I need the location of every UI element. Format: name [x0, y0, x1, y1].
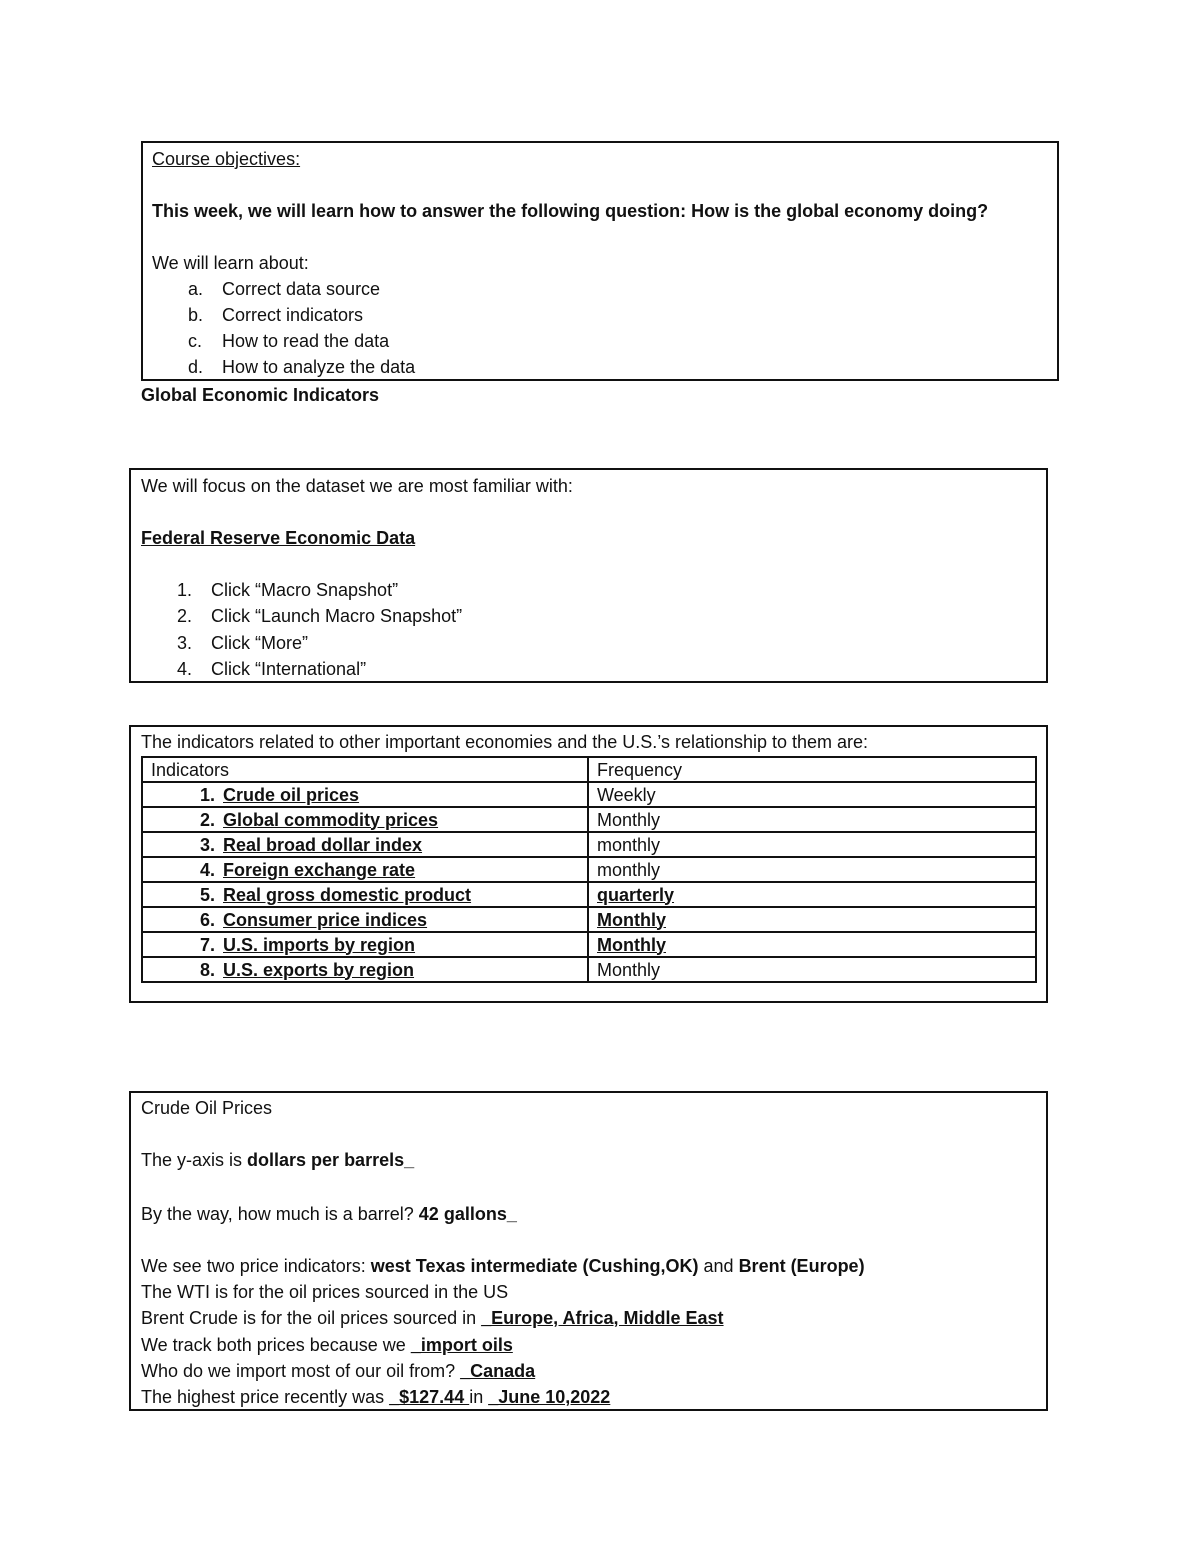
column-header: Indicators — [142, 757, 588, 782]
brent-line — [141, 1307, 724, 1329]
indicator-brent: Brent (Europe) — [738, 1256, 865, 1276]
in-word: in — [469, 1387, 489, 1407]
highest-price: _$127.44 — [389, 1387, 470, 1407]
dataset-step — [141, 579, 398, 601]
list-marker: b. — [188, 305, 204, 325]
list-item-text: Correct data source — [222, 279, 381, 299]
highest-prefix: The highest price recently was — [141, 1387, 390, 1407]
objective-item — [152, 278, 380, 300]
highest-line — [141, 1386, 610, 1408]
barrel-line — [141, 1203, 517, 1225]
yaxis-prefix: The y-axis is — [141, 1150, 248, 1170]
dataset-step — [141, 658, 366, 680]
indicators-prefix: We see two price indicators: — [141, 1256, 371, 1276]
list-marker: c. — [188, 331, 203, 351]
frequency-cell: Monthly — [588, 932, 1036, 957]
dataset-step — [141, 605, 462, 627]
objectives-heading: Course objectives: — [152, 149, 301, 169]
objectives-intro: This week, we will learn how to answer the following question: How is the global economy doing? — [152, 201, 989, 221]
objective-item — [152, 330, 389, 352]
indicators-intro: The indicators related to other important economies and the U.S.’s relationship to them are: — [141, 732, 869, 752]
table-header-row — [142, 757, 1036, 782]
dataset-intro: We will focus on the dataset we are most familiar with: — [141, 476, 573, 496]
row-number: 5. — [199, 884, 215, 905]
indicator-name: U.S. exports by region — [223, 959, 415, 980]
indicator-name: Real gross domestic product — [223, 884, 472, 905]
yaxis-answer: dollars per barrels_ — [247, 1150, 415, 1170]
indicator-name: Foreign exchange rate — [223, 859, 416, 880]
table-row — [142, 882, 1036, 907]
import-line — [141, 1360, 535, 1382]
list-item-text: Click “Macro Snapshot” — [211, 580, 399, 600]
frequency-cell: quarterly — [588, 882, 1036, 907]
indicator-wti: west Texas intermediate (Cushing,OK) — [370, 1256, 699, 1276]
list-marker: d. — [188, 357, 204, 377]
track-answer: _import oils — [410, 1335, 513, 1355]
barrel-question: By the way, how much is a barrel? — [141, 1204, 419, 1224]
list-item-text: How to analyze the data — [222, 357, 416, 377]
row-number: 2. — [199, 809, 215, 830]
frequency-cell: Weekly — [588, 782, 1036, 807]
dataset-source: Federal Reserve Economic Data — [141, 528, 416, 548]
and-word: and — [698, 1256, 739, 1276]
row-number: 3. — [199, 834, 215, 855]
table-row — [142, 832, 1036, 857]
list-marker: 4. — [177, 659, 193, 679]
table-row — [142, 907, 1036, 932]
section-title: Global Economic Indicators — [141, 385, 380, 405]
table-row — [142, 957, 1036, 982]
table-row — [142, 782, 1036, 807]
frequency-cell: Monthly — [588, 807, 1036, 832]
indicator-name: Crude oil prices — [223, 784, 360, 805]
indicator-name: Consumer price indices — [223, 909, 428, 930]
list-item-text: Correct indicators — [222, 305, 364, 325]
objective-item — [152, 356, 415, 378]
track-prefix: We track both prices because we — [141, 1335, 411, 1355]
dataset-step — [141, 632, 308, 654]
list-marker: a. — [188, 279, 204, 299]
row-number: 7. — [199, 934, 215, 955]
column-header: Frequency — [588, 757, 1036, 782]
list-item-text: Click “Launch Macro Snapshot” — [211, 606, 463, 626]
frequency-cell: monthly — [588, 832, 1036, 857]
frequency-cell: monthly — [588, 857, 1036, 882]
row-number: 4. — [199, 859, 215, 880]
indicator-name: U.S. imports by region — [223, 934, 416, 955]
frequency-cell: Monthly — [588, 957, 1036, 982]
learn-about-label: We will learn about: — [152, 253, 309, 273]
table-row — [142, 857, 1036, 882]
table-row — [142, 932, 1036, 957]
list-marker: 1. — [177, 580, 193, 600]
brent-answer: _Europe, Africa, Middle East — [481, 1308, 724, 1328]
brent-prefix: Brent Crude is for the oil prices sourced in — [141, 1308, 482, 1328]
row-number: 1. — [199, 784, 215, 805]
import-answer: _Canada — [460, 1361, 536, 1381]
indicator-name: Real broad dollar index — [223, 834, 423, 855]
table-row — [142, 807, 1036, 832]
objective-item — [152, 304, 363, 326]
list-marker: 2. — [177, 606, 193, 626]
wti-line: The WTI is for the oil prices sourced in the US — [141, 1282, 509, 1302]
row-number: 6. — [199, 909, 215, 930]
list-item-text: How to read the data — [222, 331, 390, 351]
import-prefix: Who do we import most of our oil from? — [141, 1361, 461, 1381]
list-item-text: Click “More” — [211, 633, 308, 653]
list-marker: 3. — [177, 633, 193, 653]
price-indicators-line — [141, 1255, 865, 1277]
list-item-text: Click “International” — [211, 659, 367, 679]
row-number: 8. — [199, 959, 215, 980]
track-line — [141, 1334, 513, 1356]
indicator-name: Global commodity prices — [223, 809, 439, 830]
frequency-cell: Monthly — [588, 907, 1036, 932]
crude-title: Crude Oil Prices — [141, 1098, 273, 1118]
barrel-answer: 42 gallons_ — [418, 1204, 517, 1224]
yaxis-line — [141, 1149, 414, 1171]
indicators-table — [141, 756, 1037, 983]
highest-date: _June 10,2022 — [488, 1387, 611, 1407]
